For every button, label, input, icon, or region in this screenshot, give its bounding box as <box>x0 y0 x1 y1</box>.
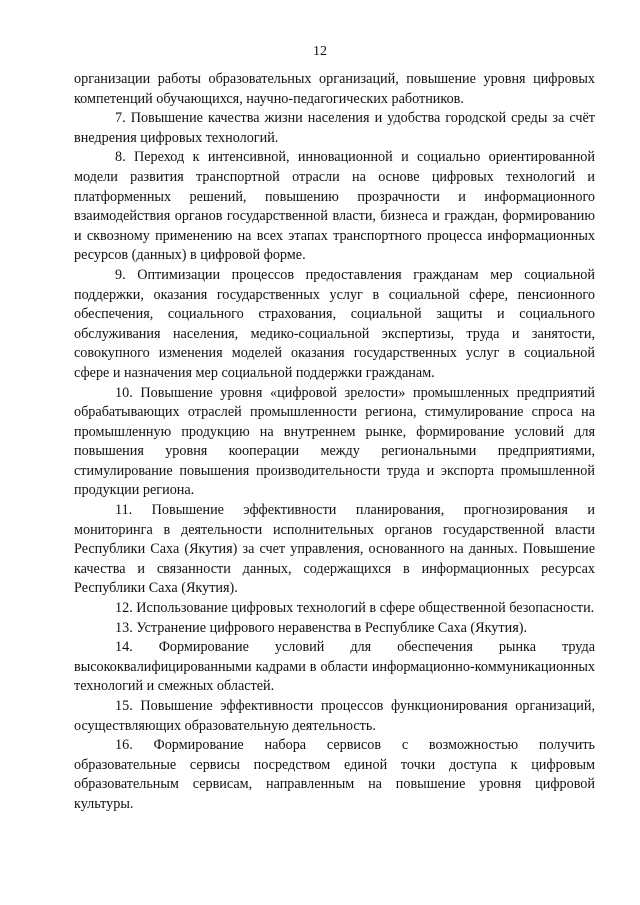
document-body <box>74 70 595 815</box>
paragraph-item-16: 16. Формирование набора сервисов с возможностью получить образовательные сервисы посредством единой точки доступа к цифровым образовательным сервисам, направленным на повышение уровня цифровой культуры. <box>74 737 595 812</box>
paragraph-item-13: 13. Устранение цифрового неравенства в Республике Саха (Якутия). <box>115 619 527 636</box>
paragraph-item-12: 12. Использование цифровых технологий в сфере общественной безопасности. <box>115 600 595 617</box>
paragraph-item-11: 11. Повышение эффективности планирования, прогнозирования и мониторинга в деятельности исполнительных органов государственной власти Республики Саха (Якутия) за счет управления, основанного на данных. Повышение качества и связанности данных, содержащихся в информационных ресурсах Республики Саха (Якутия). <box>74 502 595 597</box>
paragraph-item-7: 7. Повышение качества жизни населения и удобства городской среды за счёт внедрения цифровых технологий. <box>74 110 595 146</box>
paragraph-item-14: 14. Формирование условий для обеспечения рынка труда высококвалифицированными кадрами в области информационно-коммуникационных технологий и смежных областей. <box>74 639 595 695</box>
paragraph-continuation: организации работы образовательных организаций, повышение уровня цифровых компетенций обучающихся, научно-педагогических работников. <box>74 71 595 107</box>
paragraph-item-15: 15. Повышение эффективности процессов функционирования организаций, осуществляющих образовательную деятельность. <box>74 698 595 734</box>
paragraph-item-9: 9. Оптимизации процессов предоставления гражданам мер социальной поддержки, оказания государственных услуг в социальной сфере, пенсионного обеспечения, социального страхования, социальной защиты и социального обслуживания населения, медико-социальной экспертизы, труда и занятости, совокупного изменения моделей оказания государственных услуг в социальной сфере и назначения мер социальной поддержки гражданам. <box>74 266 595 381</box>
paragraph-item-10: 10. Повышение уровня «цифровой зрелости» промышленных предприятий обрабатывающих отраслей промышленности региона, стимулирование спроса на промышленную продукцию на внутреннем рынке, формирование условий для повышения уровня кооперации между региональными предприятиями, стимулирование повышения производительности труда и экспорта промышленной продукции региона. <box>74 384 595 499</box>
page-number: 12 <box>313 44 327 59</box>
paragraph-item-8: 8. Переход к интенсивной, инновационной и социально ориентированной модели развития транспортной отрасли на основе цифровых технологий и платформенных решений, повышению прозрачности и информационного взаимодействия органов государственной власти, бизнеса и граждан, формированию и сквозному применению на всех этапах транспортного процесса информационных ресурсов (данных) в цифровой форме. <box>74 149 595 264</box>
